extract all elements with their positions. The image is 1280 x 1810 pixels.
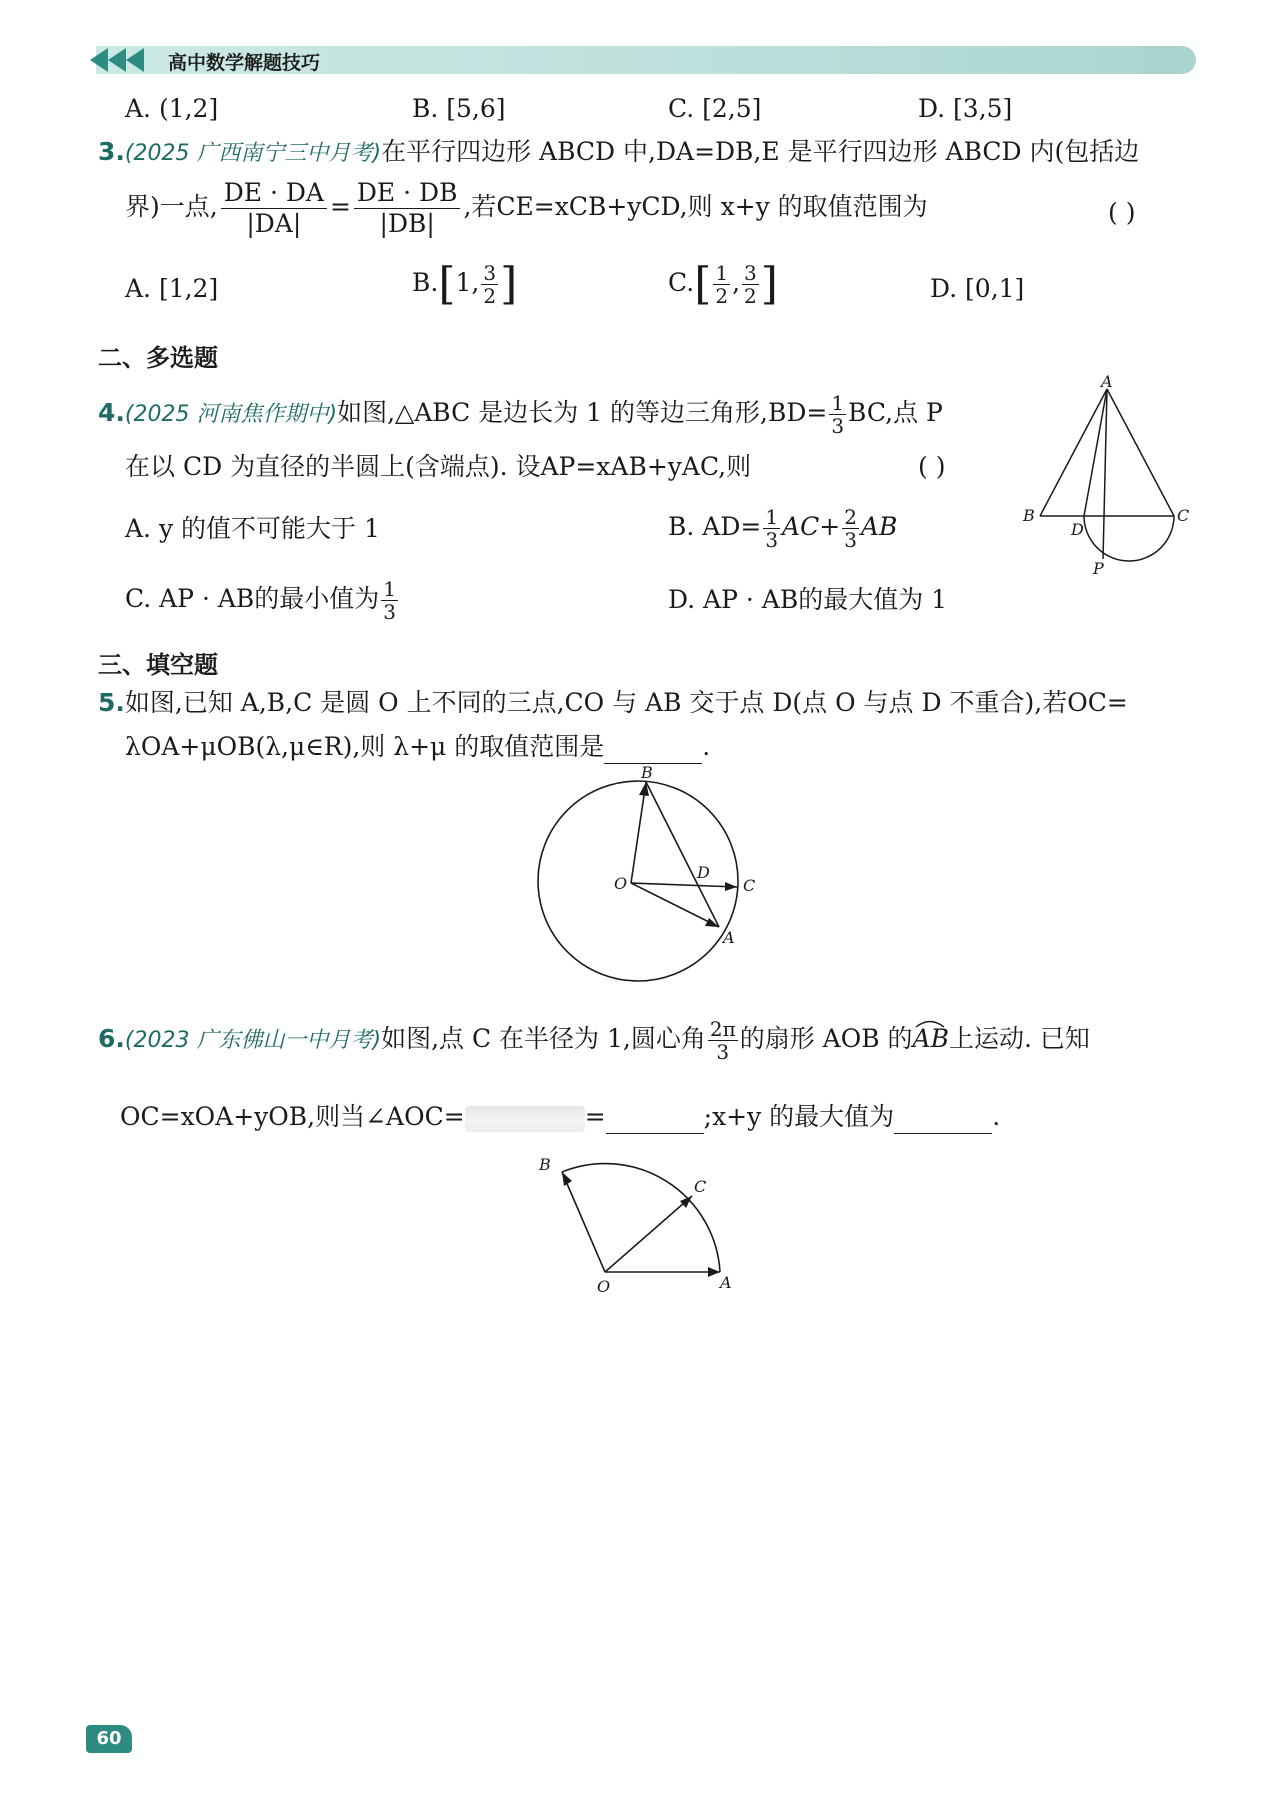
q3-line1: [98, 135, 1139, 171]
q4-option-b: [668, 506, 897, 551]
frac-den: 3: [844, 528, 857, 552]
q3-number: 3.: [98, 137, 125, 166]
q3-answer-paren: ( ): [1108, 198, 1136, 227]
q6-number: 6.: [98, 1024, 125, 1053]
q6-line1: [98, 1018, 1090, 1063]
q5-fig-label-o: O: [614, 874, 628, 893]
q4-fig-ad: [1084, 389, 1107, 516]
frac-num: 2π: [709, 1017, 736, 1041]
one-third-frac: [381, 578, 398, 623]
q6-redacted-region: [465, 1106, 585, 1132]
q5-line2: λOA+μOB(λ,μ∈R),则 λ+μ 的取值范围是 .: [125, 730, 710, 764]
q3-option-a: A. [1,2]: [125, 274, 219, 303]
q3-source: (2025 广西南宁三中月考): [124, 141, 382, 166]
bracket-right: ]: [500, 258, 518, 310]
frac-num: 1: [831, 391, 845, 415]
q5-line1: [98, 686, 1128, 720]
q6-fig-label-b: B: [539, 1155, 551, 1174]
frac-num: 3: [483, 261, 497, 285]
q3-frac1-den: |DA|: [246, 209, 302, 238]
three-half-frac: [481, 262, 498, 307]
q3-option-c-label: C.: [668, 268, 695, 297]
q6-fig-label-a: A: [720, 1273, 732, 1292]
q6-text-2a: OC=xOA+yOB,则当∠AOC=: [120, 1102, 465, 1131]
q3-option-d: D. [0,1]: [930, 274, 1025, 303]
frac-den: 3: [383, 600, 397, 624]
q3-line2-suffix: ,若CE=xCB+yCD,则 x+y 的取值范围为: [463, 192, 928, 221]
q4-option-c-text: C. AP · AB的最小值为: [125, 584, 380, 613]
q5-fig-oa: [631, 883, 719, 927]
q5-fig-label-a: A: [723, 928, 735, 947]
q4-figure: [1015, 375, 1195, 575]
q3-text-1: 在平行四边形 ABCD 中,DA=DB,E 是平行四边形 ABCD 内(包括边: [381, 137, 1140, 166]
plus-sign: +: [819, 512, 841, 541]
vector-ac: AC: [782, 512, 820, 541]
q6-fig-ob: [562, 1172, 605, 1272]
q4-fig-ap: [1103, 389, 1107, 559]
q4-option-c: [125, 578, 400, 623]
q5-figure: [525, 765, 755, 995]
q3-option-b-one: 1,: [455, 268, 480, 297]
q6-fig-label-c: C: [694, 1177, 707, 1196]
q5-fig-ab: [646, 782, 719, 927]
bracket-left: [: [438, 258, 456, 310]
q3-line2: 界)一点, $\frac{DE \cdot DA}{|DA|}$ = $\frac{DE \cdot DB}{|DB|}$ ,若CE=xCB+yCD,则 x+y 的取值范围为: [125, 178, 928, 238]
q4-fig-label-a: A: [1101, 375, 1113, 391]
q6-arc-text: AB: [912, 1024, 949, 1053]
q6-figure: [535, 1150, 735, 1295]
q5-fig-ob: [631, 782, 646, 883]
q2-option-d: D. [3,5]: [918, 94, 1013, 123]
frac-num: 3: [744, 261, 757, 285]
vector-ab: AB: [860, 512, 898, 541]
q3-frac2-den: |DB|: [379, 209, 435, 238]
q6-text-1c: 上运动. 已知: [948, 1024, 1090, 1053]
q4-fig-label-c: C: [1177, 506, 1190, 525]
comma: ,: [732, 268, 741, 297]
frac-num: 2: [844, 505, 857, 529]
q6-fig-arrow-a: [708, 1267, 720, 1277]
header-title: 高中数学解题技巧: [168, 52, 321, 74]
q2-option-b: B. [5,6]: [412, 94, 506, 123]
q4-fig-label-d: D: [1071, 520, 1084, 539]
frac-num: 1: [765, 505, 779, 529]
q6-text-1a: 如图,点 C 在半径为 1,圆心角: [381, 1024, 706, 1053]
q4-text-1-end: BC,点 P: [848, 398, 943, 427]
q3-option-b: [412, 258, 518, 310]
q3-frac1-num: DE · DA: [221, 178, 327, 209]
q2-option-a: A. (1,2]: [125, 94, 219, 123]
section-fill-in: 三、填空题: [98, 651, 218, 679]
two-pi-third-frac: [708, 1018, 738, 1063]
frac-den: 2: [483, 284, 497, 308]
q5-fig-oc: [631, 883, 737, 887]
q5-number: 5.: [98, 688, 125, 717]
q5-fig-label-c: C: [743, 876, 755, 895]
q4-text-1: 如图,△ABC 是边长为 1 的等边三角形,BD=: [337, 398, 828, 427]
page-number: 60: [96, 1728, 122, 1749]
q5-text-1: 如图,已知 A,B,C 是圆 O 上不同的三点,CO 与 AB 交于点 D(点 O 与点 D 不重合),若OC=: [124, 688, 1128, 717]
q4-fig-label-b: B: [1023, 506, 1035, 525]
frac-den: 2: [744, 284, 757, 308]
q4-option-b-text: B. AD=: [668, 512, 762, 541]
q5-fig-arrow-c: [725, 882, 737, 891]
frac-num: 1: [383, 577, 397, 601]
q6-answer-blank-1[interactable]: [606, 1107, 704, 1134]
q3-frac2-num: DE · DB: [354, 178, 461, 209]
q6-fig-label-o: O: [597, 1277, 611, 1295]
q3-line2-prefix: 界)一点,: [125, 192, 218, 221]
one-half-frac: [713, 262, 730, 307]
q6-arc-label: [913, 1022, 949, 1056]
q5-text-2: λOA+μOB(λ,μ∈R),则 λ+μ 的取值范围是: [125, 732, 605, 761]
q5-answer-blank[interactable]: [604, 737, 702, 764]
q6-fig-oc: [605, 1196, 692, 1272]
q6-fig-arrow-b: [562, 1172, 572, 1186]
frac-den: 2: [715, 284, 729, 308]
q3-option-c: [668, 258, 778, 310]
header-arrows-icon: [88, 44, 158, 76]
q5-fig-label-b: B: [641, 765, 653, 782]
bracket-right: ]: [760, 258, 778, 310]
q4-option-d: D. AP · AB的最大值为 1: [668, 585, 948, 614]
one-third-frac: [763, 506, 780, 551]
q5-fig-label-d: D: [697, 863, 710, 882]
q4-line1: [98, 392, 943, 437]
q6-source: (2023 广东佛山一中月考): [124, 1028, 382, 1053]
q6-answer-blank-2[interactable]: [894, 1107, 992, 1134]
q3-fraction-1: [221, 178, 327, 239]
frac-num: 1: [715, 261, 729, 285]
q2-option-c: C. [2,5]: [668, 94, 762, 123]
q4-number: 4.: [98, 398, 125, 427]
q3-fraction-2: [354, 178, 461, 239]
q3-option-b-label: B.: [412, 268, 439, 297]
arc-mark-icon: [915, 1018, 945, 1028]
q4-fig-ac: [1107, 389, 1174, 516]
three-half-frac: [742, 262, 759, 307]
q4-answer-paren: ( ): [918, 452, 946, 481]
frac-den: 3: [765, 528, 779, 552]
q4-option-a: A. y 的值不可能大于 1: [125, 514, 380, 543]
section-multi-choice: 二、多选题: [98, 344, 218, 372]
q4-source: (2025 河南焦作期中): [124, 402, 338, 427]
two-third-frac: [842, 506, 859, 551]
one-third-frac: [829, 392, 846, 437]
q6-equals: =: [584, 1102, 606, 1131]
q4-fig-label-p: P: [1093, 559, 1104, 575]
frac-den: 3: [831, 414, 845, 438]
bracket-left: [: [694, 258, 712, 310]
q6-text-1b: 的扇形 AOB 的: [739, 1024, 913, 1053]
q6-text-2c: ;x+y 的最大值为: [703, 1102, 895, 1131]
q4-line2: 在以 CD 为直径的半圆上(含端点). 设AP=xAB+yAC,则: [125, 452, 752, 481]
q4-fig-semicircle: [1084, 516, 1174, 561]
q4-fig-ab: [1040, 389, 1107, 516]
frac-den: 3: [716, 1040, 730, 1064]
q6-line2: OC=xOA+yOB,则当∠AOC= = ;x+y 的最大值为 .: [120, 1100, 1000, 1134]
